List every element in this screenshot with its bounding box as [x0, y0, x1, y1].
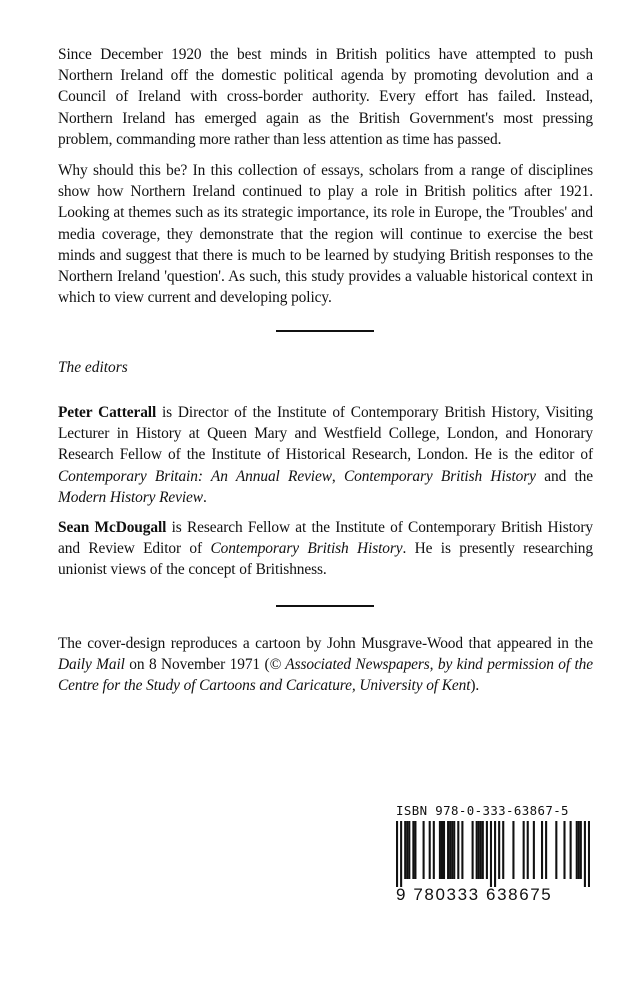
cover-design-note: The cover-design reproduces a cartoon by John Musgrave-Wood that appeared in the Daily Mail on 8 November 1971 (© Associated Newspapers, by kind permission of the Centre for the Study of Cartoons and Caricature, University of Kent). [58, 635, 593, 695]
editor-name: Sean McDougall [58, 519, 167, 536]
barcode-bar [578, 821, 580, 879]
divider-rule [276, 605, 374, 607]
publication-title: Contemporary British History [210, 540, 403, 558]
barcode-bar [580, 821, 582, 879]
barcode-bar [486, 821, 488, 879]
barcode-bar [433, 821, 435, 879]
editor-bio-mcdougall: Sean McDougall is Research Fellow at the Institute of Contemporary British History and Review Editor of Contemporary British History. He is presently researching unionist views of the concept of Britishness. [58, 519, 593, 579]
barcode-bar [423, 821, 425, 879]
barcode-bar [570, 821, 572, 879]
barcode-bar [480, 821, 482, 879]
publication-title: Contemporary Britain: An Annual Review [58, 467, 332, 485]
barcode-bar [472, 821, 474, 879]
barcode-bar [439, 821, 441, 879]
barcode-bar [512, 821, 514, 879]
barcode-bar [482, 821, 484, 879]
editors-heading: The editors [58, 359, 128, 376]
barcode-bar [453, 821, 455, 879]
barcode-bar [441, 821, 443, 879]
barcode-bar [414, 821, 416, 879]
barcode-bar [478, 821, 480, 879]
barcode-bar [588, 821, 590, 887]
barcode-bar [447, 821, 449, 879]
barcode-bar [523, 821, 525, 879]
editor-name: Peter Catterall [58, 404, 157, 421]
barcode-bar [449, 821, 451, 879]
barcode-bar [406, 821, 408, 879]
publication-title: Contemporary British History [343, 467, 536, 485]
blurb-paragraph-2: Why should this be? In this collection of essays, scholars from a range of disciplines show how Northern Ireland continued to play a role in British politics after 1921. Looking at themes such as its strategic importance, its role in Europe, the 'Troubles' and media coverage, they demonstrate that the region will continue to exercise the best minds and suggest that there is much to be learned by studying British responses to the Northern Ireland 'question'. As such, this study provides a valuable historical context in which to view current and developing policy. [58, 162, 593, 307]
barcode-bar [563, 821, 565, 879]
barcode-bar [555, 821, 557, 879]
barcode-bar [476, 821, 478, 879]
barcode-bar [429, 821, 431, 879]
barcode-bar [527, 821, 529, 879]
copyright-credit: © Associated Newspapers, by kind permission of the Centre for the Study of Cartoons and Caricature, University of Kent [58, 656, 593, 695]
barcode-bar [396, 821, 398, 887]
barcode-bar [533, 821, 535, 879]
barcode-bar [451, 821, 453, 879]
barcode-bar [408, 821, 410, 879]
newspaper-title: Daily Mail [58, 656, 125, 674]
barcode-bar [490, 821, 492, 887]
divider-rule [276, 330, 374, 332]
barcode-bar [584, 821, 586, 887]
barcode-bar [541, 821, 543, 879]
barcode-digits: 9 780333 638675 [396, 885, 553, 904]
barcode-bar [400, 821, 402, 887]
barcode-bar [443, 821, 445, 879]
publication-title: Modern History Review [58, 488, 203, 506]
barcode-bar [461, 821, 463, 879]
barcode-bar [498, 821, 500, 879]
barcode-bar [494, 821, 496, 887]
barcode-bars [396, 821, 590, 887]
barcode-bar [457, 821, 459, 879]
blurb-paragraph-1: Since December 1920 the best minds in British politics have attempted to push Northern Ireland off the domestic political agenda by promoting devolution and a Council of Ireland with cross-border authority. Every effort has failed. Instead, Northern Ireland has emerged again as the British Government's most pressing problem, commanding more rather than less attention as time has passed. [58, 46, 593, 148]
barcode-bar [502, 821, 504, 879]
barcode-bar [545, 821, 547, 879]
barcode-bar [412, 821, 414, 879]
editor-bio-catterall: Peter Catterall is Director of the Institute of Contemporary British History, Visiting Lecturer in History at Queen Mary and Westfield College, London, and Honorary Research Fellow of the Institute of Historical Research, London. He is the editor of Contemporary Britain: An Annual Review, Contemporary British History and the Modern History Review. [58, 404, 594, 506]
isbn-label: ISBN 978-0-333-63867-5 [396, 803, 569, 818]
isbn-barcode [396, 803, 590, 905]
barcode-bar [404, 821, 406, 879]
barcode-bar [576, 821, 578, 879]
